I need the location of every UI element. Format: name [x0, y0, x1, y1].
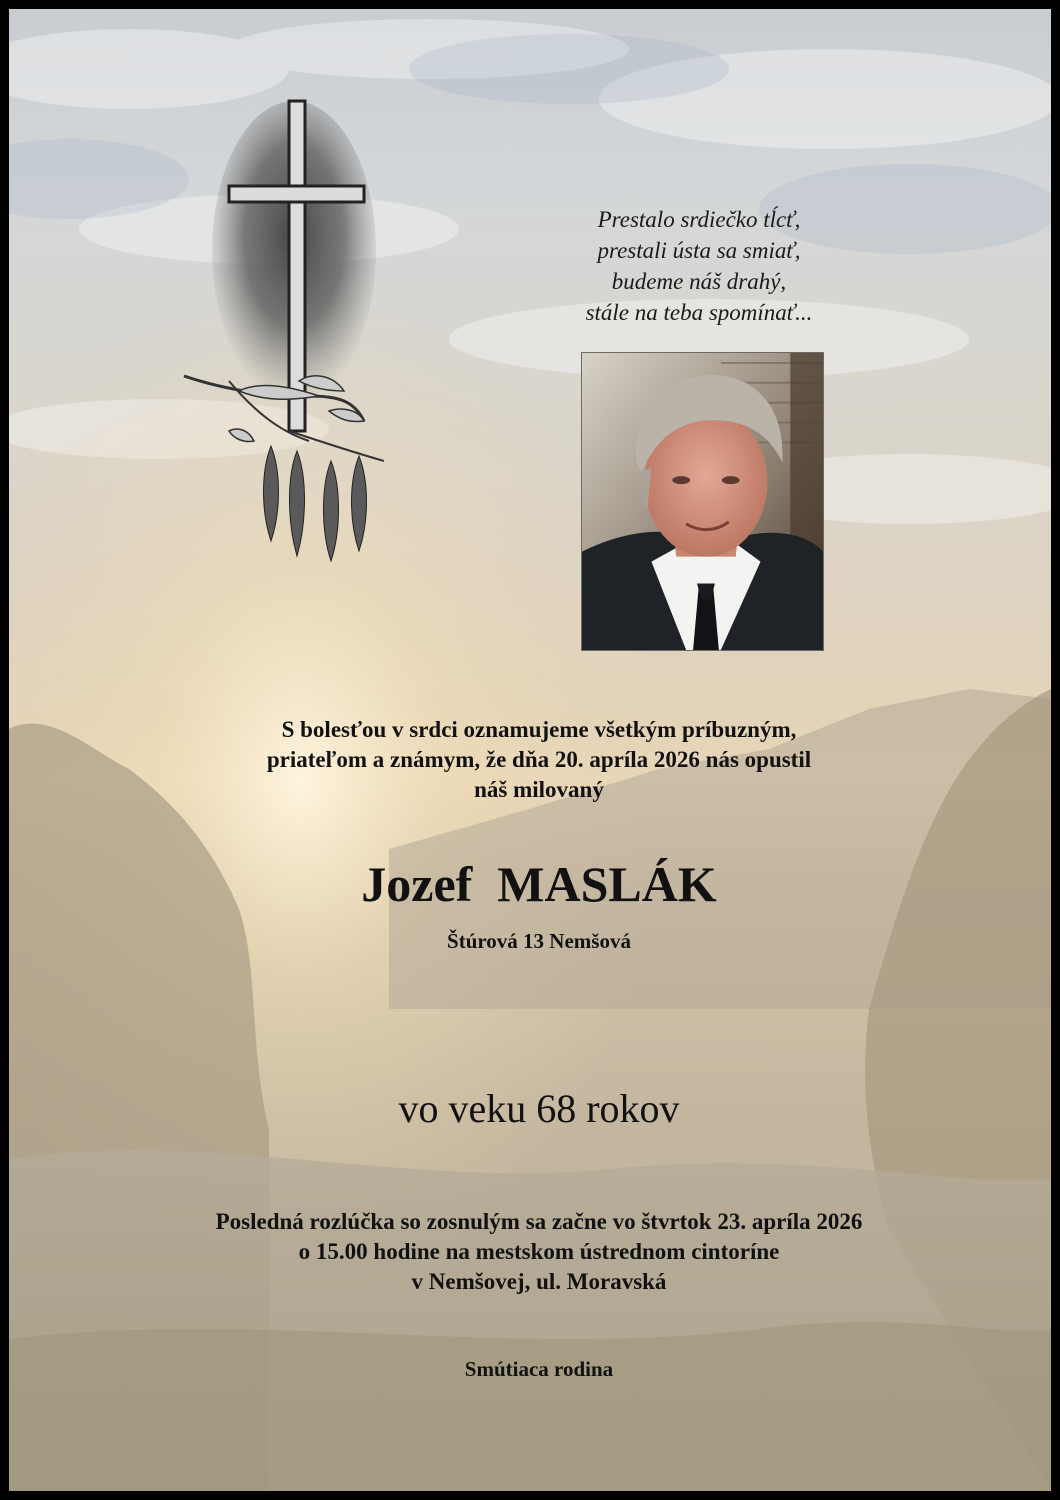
announcement-line: náš milovaný	[474, 777, 604, 802]
announcement-text	[109, 715, 969, 805]
poem-line: Prestalo srdiečko tĺcť,	[597, 207, 801, 232]
funeral-details	[69, 1207, 1009, 1297]
funeral-line: o 15.00 hodine na mestskom ústrednom cintoríne	[298, 1239, 780, 1264]
funeral-line: v Nemšovej, ul. Moravská	[411, 1269, 667, 1294]
poem-line: prestali ústa sa smiať,	[597, 238, 801, 263]
poem-line: budeme náš drahý,	[611, 269, 787, 294]
announcement-line: priateľom a známym, že dňa 20. apríla 2026 nás opustil	[266, 747, 812, 772]
deceased-age: vo veku 68 rokov	[398, 1086, 680, 1131]
deceased-name: Jozef MASLÁK	[361, 856, 717, 912]
memorial-poem	[499, 204, 899, 328]
announcement-line: S bolesťou v srdci oznamujeme všetkým príbuzným,	[281, 717, 797, 742]
family-signature: Smútiaca rodina	[464, 1357, 614, 1381]
cross-with-wheat-icon	[169, 91, 389, 571]
deceased-address: Štúrová 13 Nemšová	[447, 929, 631, 953]
portrait-photo	[581, 352, 824, 651]
funeral-line: Posledná rozlúčka so zosnulým sa začne vo štvrtok 23. apríla 2026	[215, 1209, 863, 1234]
poem-line: stále na teba spomínať...	[585, 300, 813, 325]
